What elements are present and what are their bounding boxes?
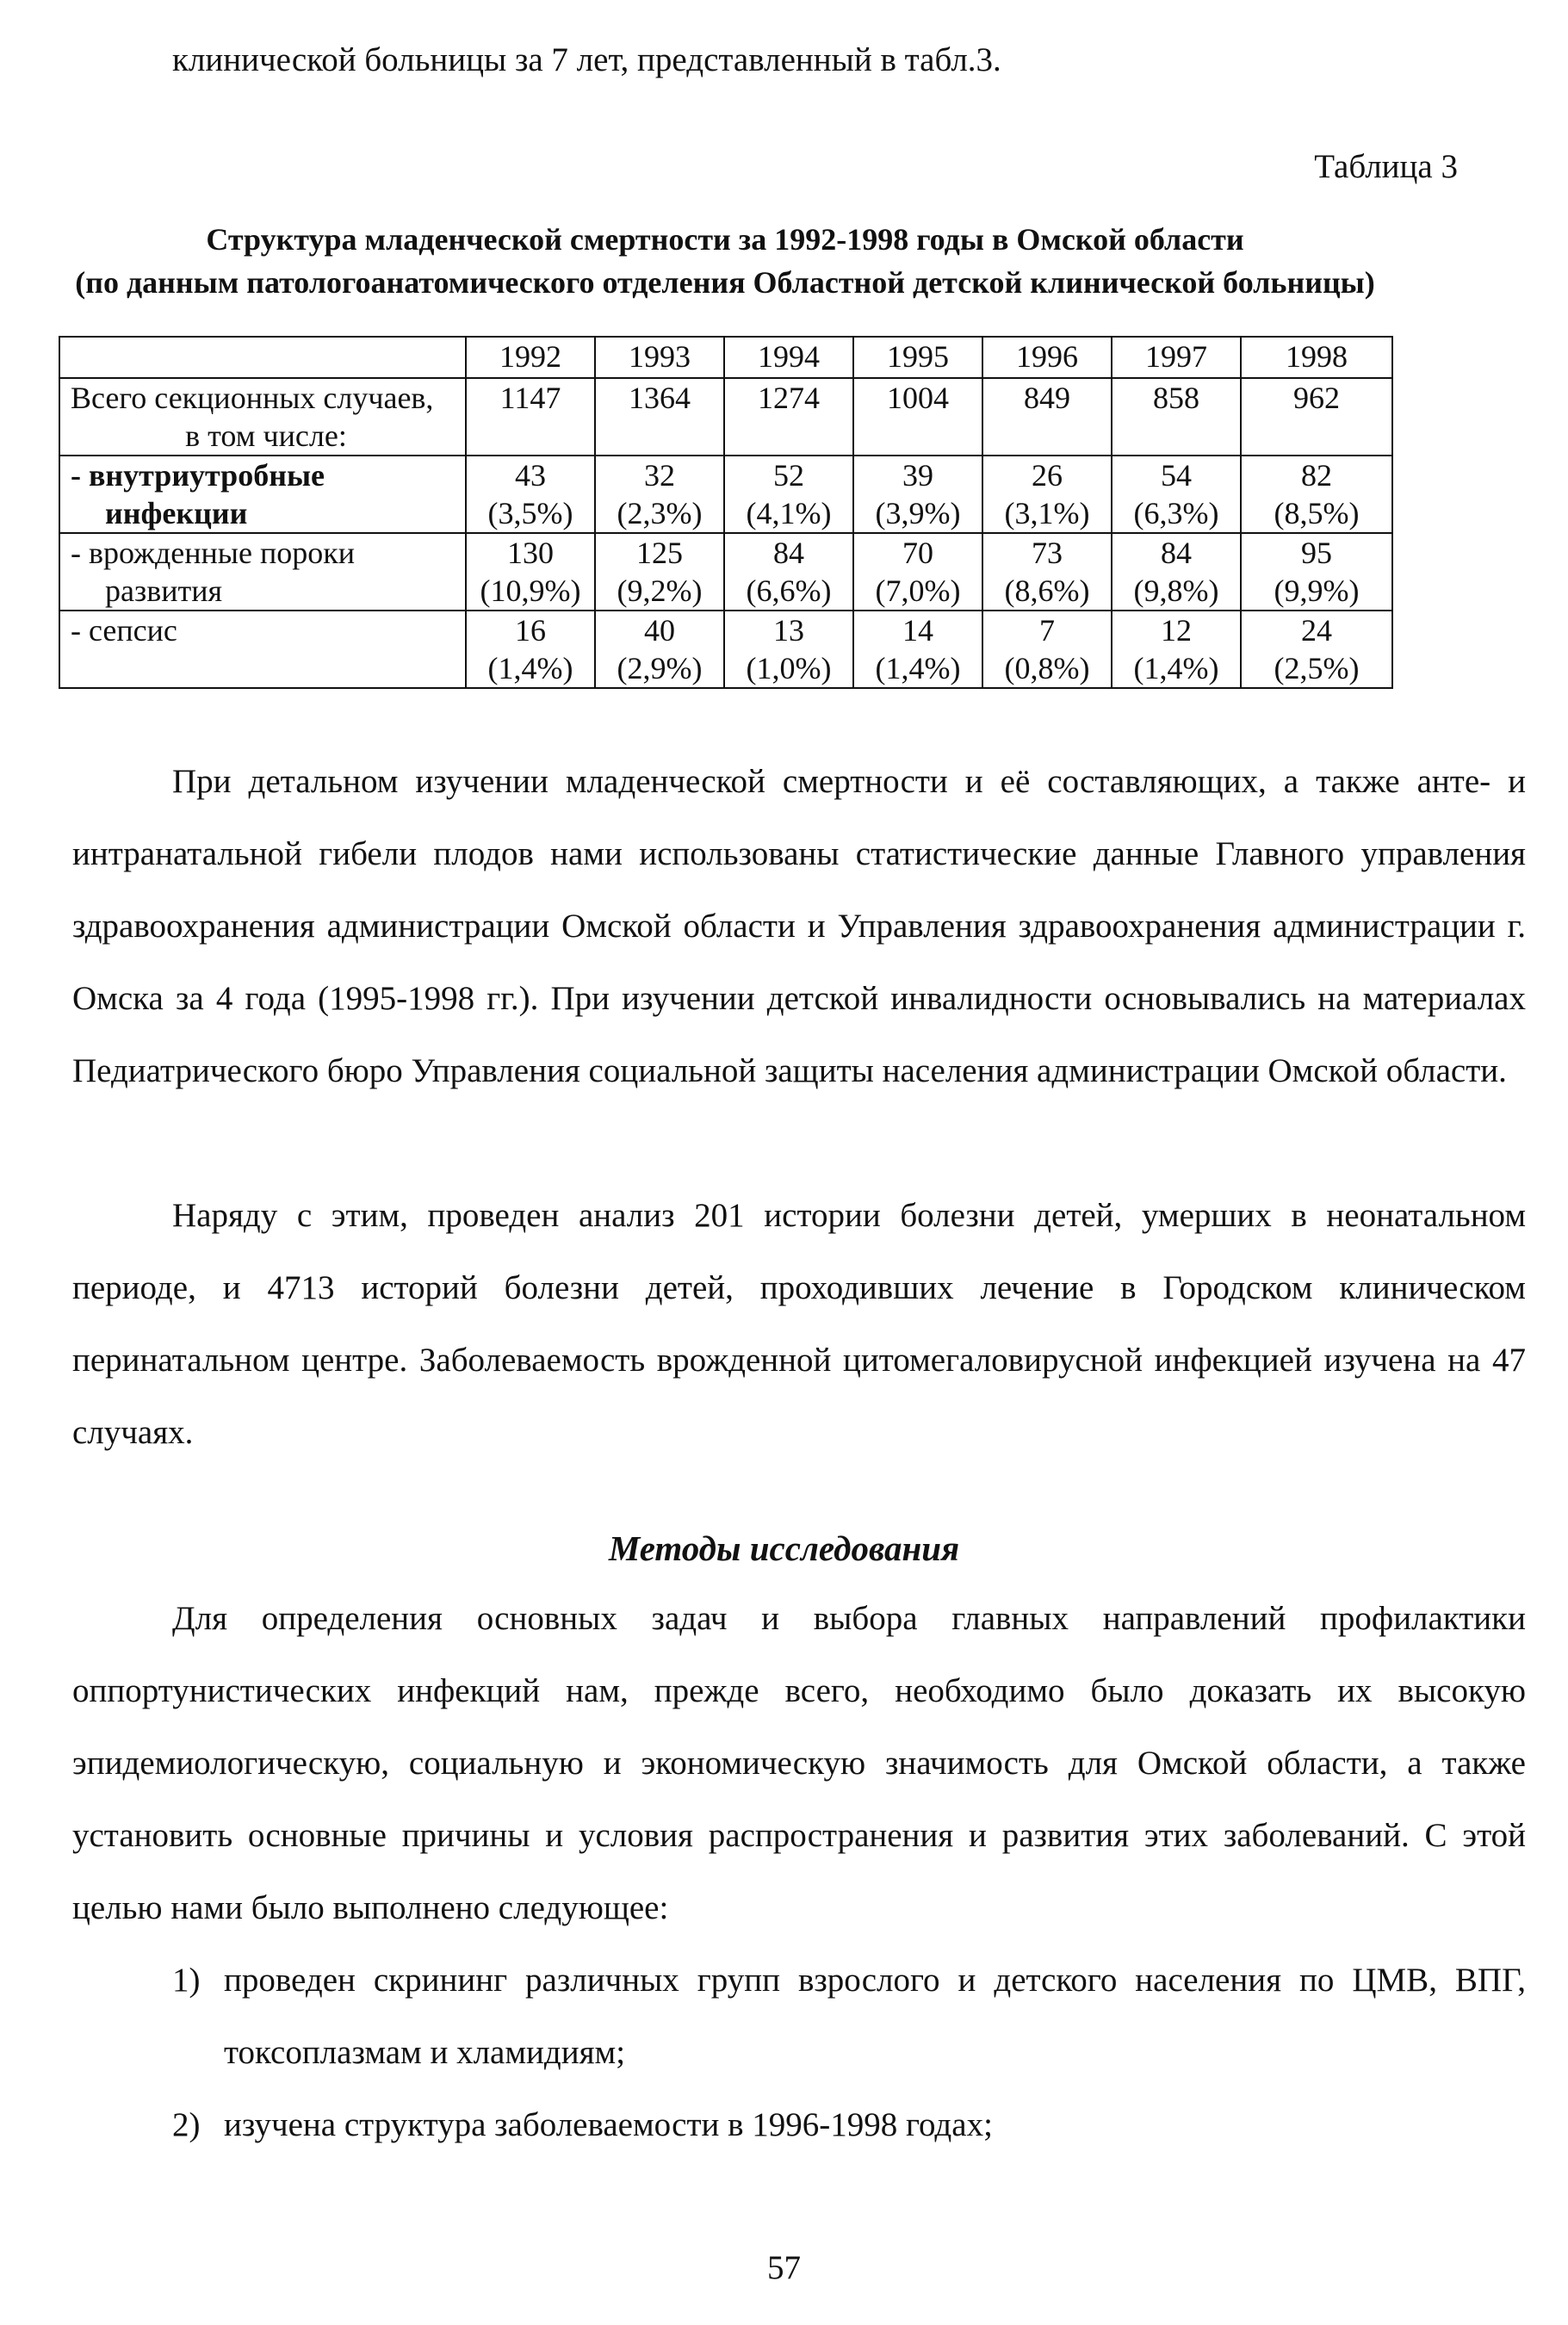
paragraph-methods: Для определения основных задач и выбора главных направлений профилактики оппортунистических инфекций нам, прежде всего, необходимо было доказать их высокую эпидемиологическую, социальную и экономическую значимость для Омской области, а также установить основные причины и условия распространения и развития этих заболеваний. С этой целью нами было выполнено следующее: — [72, 1600, 1526, 1926]
table-caption-line-1: Структура младенческой смертности за 1992-1998 годы в Омской области — [206, 222, 1244, 257]
year-header: 1996 — [982, 337, 1112, 378]
table-cell: 962 — [1241, 378, 1392, 456]
paragraph-data-sources: При детальном изучении младенческой смертности и её составляющих, а также анте- и интранатальной гибели плодов нами использованы статистические данные Главного управления здравоохранения администрации Омской области и Управления здравоохранения администрации г. Омска за 4 года (1995-1998 гг.). При изучении детской инвалидности основывались на материалах Педиатрического бюро Управления социальной защиты населения администрации Омской области. — [72, 763, 1526, 1089]
table-cell: 70 (7,0%) — [853, 533, 982, 611]
year-header: 1997 — [1112, 337, 1241, 378]
list-item-number: 1) — [172, 1962, 201, 1999]
list-item-text: изучена структура заболеваемости в 1996-1998 годах; — [224, 2106, 993, 2143]
table-row-infections — [59, 456, 1392, 533]
table-row-total — [59, 378, 1392, 456]
numbered-list — [72, 1944, 1526, 2161]
list-item-number: 2) — [172, 2106, 201, 2143]
table-cell: 43 (3,5%) — [466, 456, 595, 533]
infant-mortality-table — [59, 336, 1393, 689]
table-cell: 1274 — [724, 378, 853, 456]
row-label — [59, 378, 466, 456]
table-cell: 84 (9,8%) — [1112, 533, 1241, 611]
table-cell: 7 (0,8%) — [982, 611, 1112, 688]
row-label — [59, 456, 466, 533]
list-item — [72, 1944, 1526, 2089]
table-cell: 1147 — [466, 378, 595, 456]
section-heading: Методы исследования — [608, 1528, 960, 1568]
table-cell: 52 (4,1%) — [724, 456, 853, 533]
year-header: 1994 — [724, 337, 853, 378]
row-label-line-1: - сепсис — [71, 613, 177, 648]
row-label-line-2: в том числе: — [185, 418, 347, 453]
row-label — [59, 611, 466, 688]
table-row-malformations — [59, 533, 1392, 611]
year-header: 1993 — [595, 337, 724, 378]
row-label-line-1: - врожденные пороки — [71, 536, 355, 570]
table-cell: 95 (9,9%) — [1241, 533, 1392, 611]
row-label — [59, 533, 466, 611]
table-cell: 24 (2,5%) — [1241, 611, 1392, 688]
list-item-text: проведен скрининг различных групп взрослого и детского населения по ЦМВ, ВПГ, токсоплазмам и хламидиям; — [224, 1962, 1526, 2071]
table-cell: 849 — [982, 378, 1112, 456]
header-empty-cell — [59, 337, 466, 378]
table-cell: 39 (3,9%) — [853, 456, 982, 533]
row-label-line-2: инфекции — [105, 496, 248, 530]
continuation-line: клинической больницы за 7 лет, представленный в табл.3. — [172, 41, 1001, 78]
row-label-line-2: развития — [105, 574, 223, 608]
year-header: 1998 — [1241, 337, 1392, 378]
table-cell: 82 (8,5%) — [1241, 456, 1392, 533]
table-cell: 130 (10,9%) — [466, 533, 595, 611]
year-header: 1992 — [466, 337, 595, 378]
row-label-line-1: Всего секционных случаев, — [71, 381, 434, 415]
table-cell: 12 (1,4%) — [1112, 611, 1241, 688]
table-row-sepsis — [59, 611, 1392, 688]
table-cell: 1364 — [595, 378, 724, 456]
table-cell: 54 (6,3%) — [1112, 456, 1241, 533]
page-number: 57 — [767, 2249, 801, 2286]
table-cell: 32 (2,3%) — [595, 456, 724, 533]
year-header: 1995 — [853, 337, 982, 378]
table-cell: 26 (3,1%) — [982, 456, 1112, 533]
list-item — [72, 2089, 1526, 2161]
table-cell: 13 (1,0%) — [724, 611, 853, 688]
table-cell: 16 (1,4%) — [466, 611, 595, 688]
table-cell: 858 — [1112, 378, 1241, 456]
row-label-line-1: - внутриутробные — [71, 458, 325, 493]
paragraph-case-analysis: Наряду с этим, проведен анализ 201 истории болезни детей, умерших в неонатальном периоде, и 4713 историй болезни детей, проходивших лечение в Городском клиническом перинатальном центре. Заболеваемость врожденной цитомегаловирусной инфекцией изучена на 47 случаях. — [72, 1197, 1526, 1451]
table-label: Таблица 3 — [1314, 148, 1458, 185]
table-header-row — [59, 337, 1392, 378]
table-cell: 73 (8,6%) — [982, 533, 1112, 611]
table-cell: 84 (6,6%) — [724, 533, 853, 611]
table-cell: 40 (2,9%) — [595, 611, 724, 688]
table-cell: 14 (1,4%) — [853, 611, 982, 688]
table-caption-line-2: (по данным патологоанатомического отделения Областной детской клинической больницы) — [75, 265, 1375, 300]
table-cell: 125 (9,2%) — [595, 533, 724, 611]
table-cell: 1004 — [853, 378, 982, 456]
